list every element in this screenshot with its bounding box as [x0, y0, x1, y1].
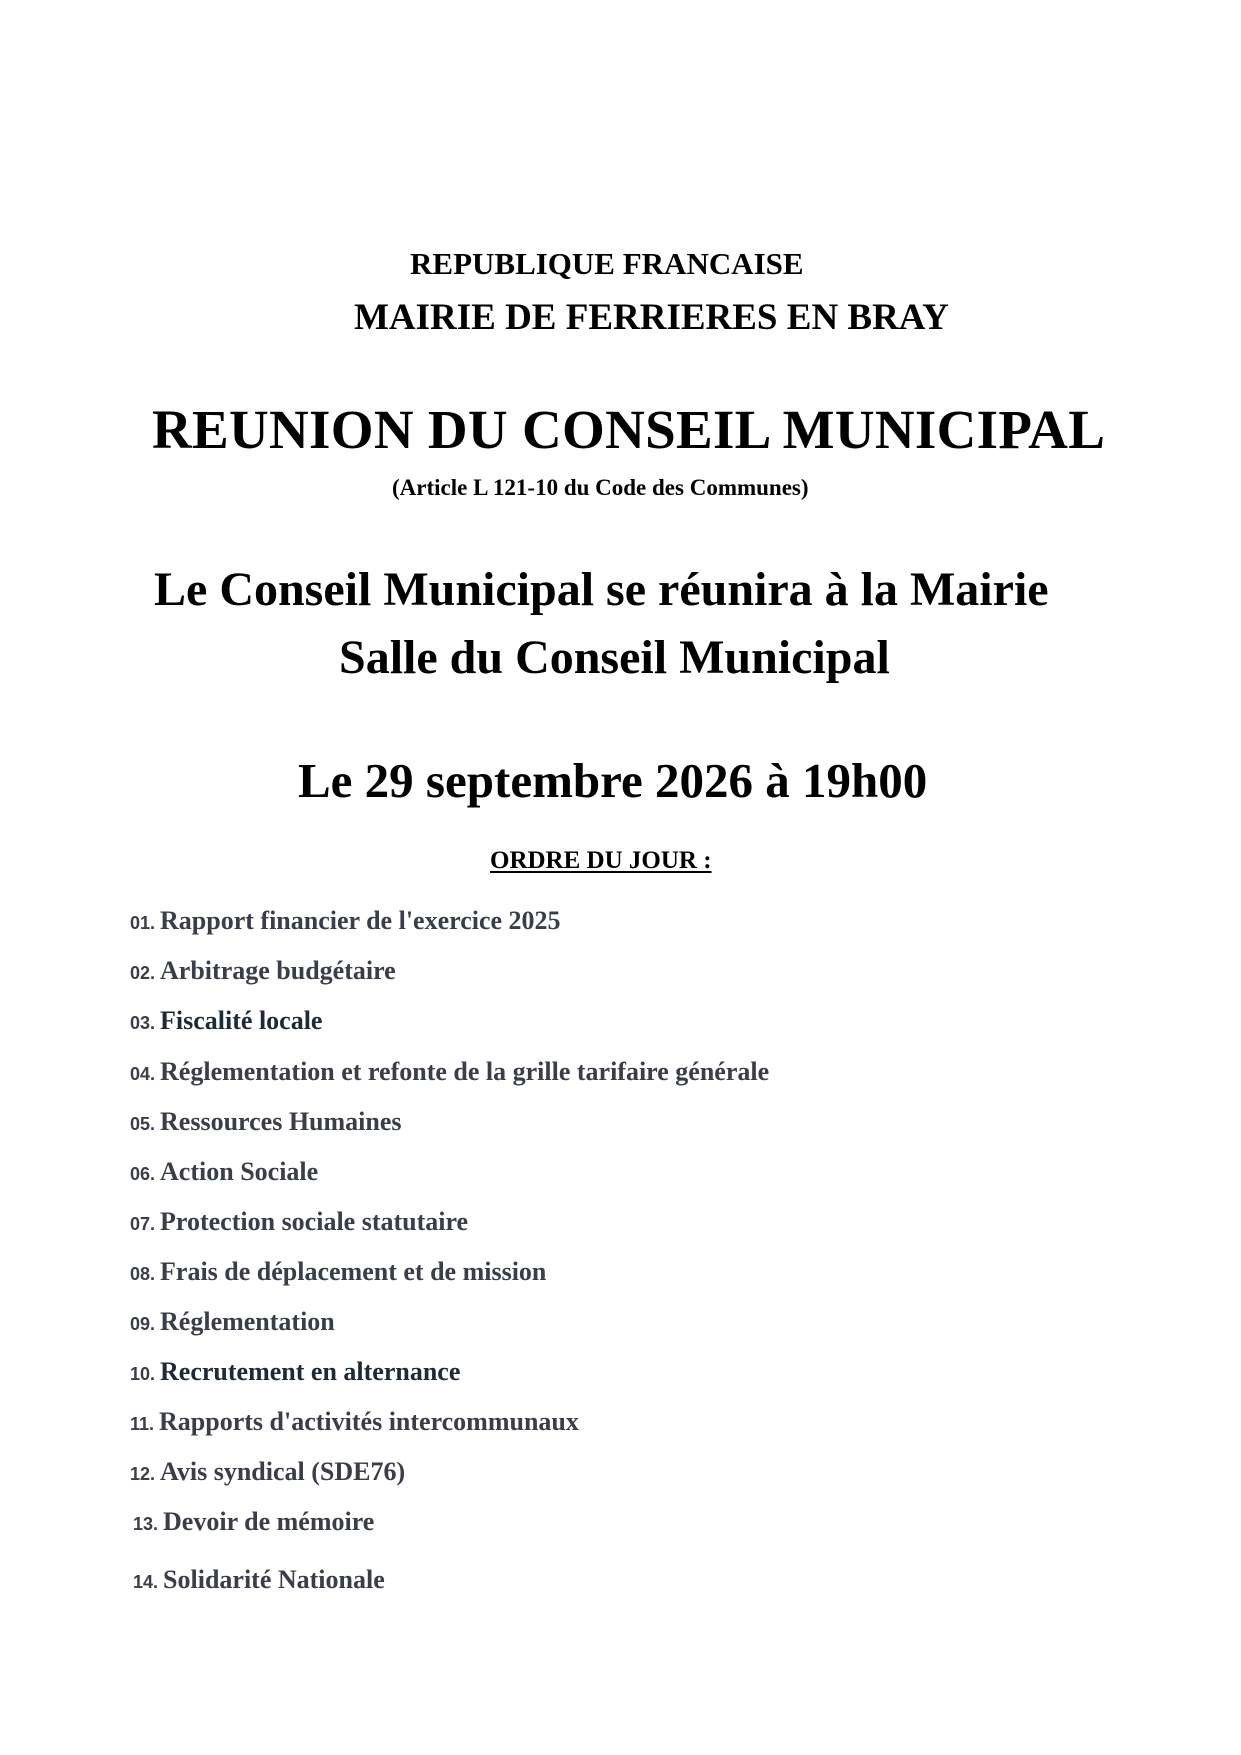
agenda-item: [130, 1257, 546, 1287]
agenda-item: [130, 906, 561, 936]
agenda-item-number: 08.: [130, 1264, 156, 1284]
agenda-item-number: 11.: [130, 1414, 155, 1434]
agenda-item-label: Réglementation et refonte de la grille tarifaire générale: [160, 1057, 770, 1086]
agenda-item-number: 12.: [130, 1464, 156, 1484]
agenda-item-label: Solidarité Nationale: [163, 1565, 385, 1594]
agenda-item-number: 02.: [130, 963, 156, 983]
agenda-item-number: 06.: [130, 1164, 156, 1184]
agenda-item-label: Ressources Humaines: [160, 1107, 402, 1136]
agenda-item-label: Protection sociale statutaire: [160, 1207, 469, 1236]
agenda-item: [130, 1357, 460, 1387]
agenda-item: [130, 956, 396, 986]
agenda-item-label: Arbitrage budgétaire: [160, 956, 396, 985]
agenda-heading: ORDRE DU JOUR :: [490, 847, 712, 874]
agenda-item-label: Devoir de mémoire: [163, 1507, 375, 1536]
agenda-item-number: 07.: [130, 1214, 156, 1234]
agenda-item-number: 03.: [130, 1013, 156, 1033]
agenda-item-number: 09.: [130, 1314, 156, 1334]
agenda-item-label: Recrutement en alternance: [160, 1357, 461, 1386]
agenda-item-number: 10.: [130, 1364, 156, 1384]
agenda-item: [130, 1457, 405, 1487]
agenda-item-number: 14.: [133, 1572, 159, 1592]
legal-reference: (Article L 121-10 du Code des Communes): [392, 475, 809, 500]
agenda-item: [130, 1006, 322, 1036]
agenda-item-label: Fiscalité locale: [160, 1006, 323, 1035]
agenda-item: [133, 1507, 374, 1537]
agenda-item: [130, 1107, 402, 1137]
agenda-item-number: 13.: [133, 1514, 159, 1534]
meeting-date: Le 29 septembre 2026 à 19h00: [298, 753, 928, 808]
agenda-item-label: Avis syndical (SDE76): [160, 1457, 406, 1486]
agenda-item-number: 01.: [130, 913, 156, 933]
agenda-item: [133, 1565, 385, 1595]
agenda-item: [130, 1307, 335, 1337]
location-line-1: Le Conseil Municipal se réunira à la Mairie: [154, 563, 1049, 616]
meeting-title: REUNION DU CONSEIL MUNICIPAL: [152, 399, 1106, 460]
location-line-2: Salle du Conseil Municipal: [339, 631, 890, 684]
country-heading: REPUBLIQUE FRANCAISE: [410, 246, 804, 281]
agenda-item-label: Rapport financier de l'exercice 2025: [160, 906, 561, 935]
agenda-item-label: Frais de déplacement et de mission: [160, 1257, 547, 1286]
agenda-item: [130, 1157, 318, 1187]
agenda-item: [130, 1207, 468, 1237]
town-hall-heading: MAIRIE DE FERRIERES EN BRAY: [354, 297, 949, 338]
agenda-item-label: Rapports d'activités intercommunaux: [159, 1407, 579, 1436]
agenda-item: [130, 1057, 769, 1087]
agenda-item-number: 04.: [130, 1064, 156, 1084]
agenda-item-label: Action Sociale: [160, 1157, 319, 1186]
agenda-item-label: Réglementation: [160, 1307, 335, 1336]
agenda-item-number: 05.: [130, 1114, 156, 1134]
agenda-item: [130, 1407, 579, 1437]
